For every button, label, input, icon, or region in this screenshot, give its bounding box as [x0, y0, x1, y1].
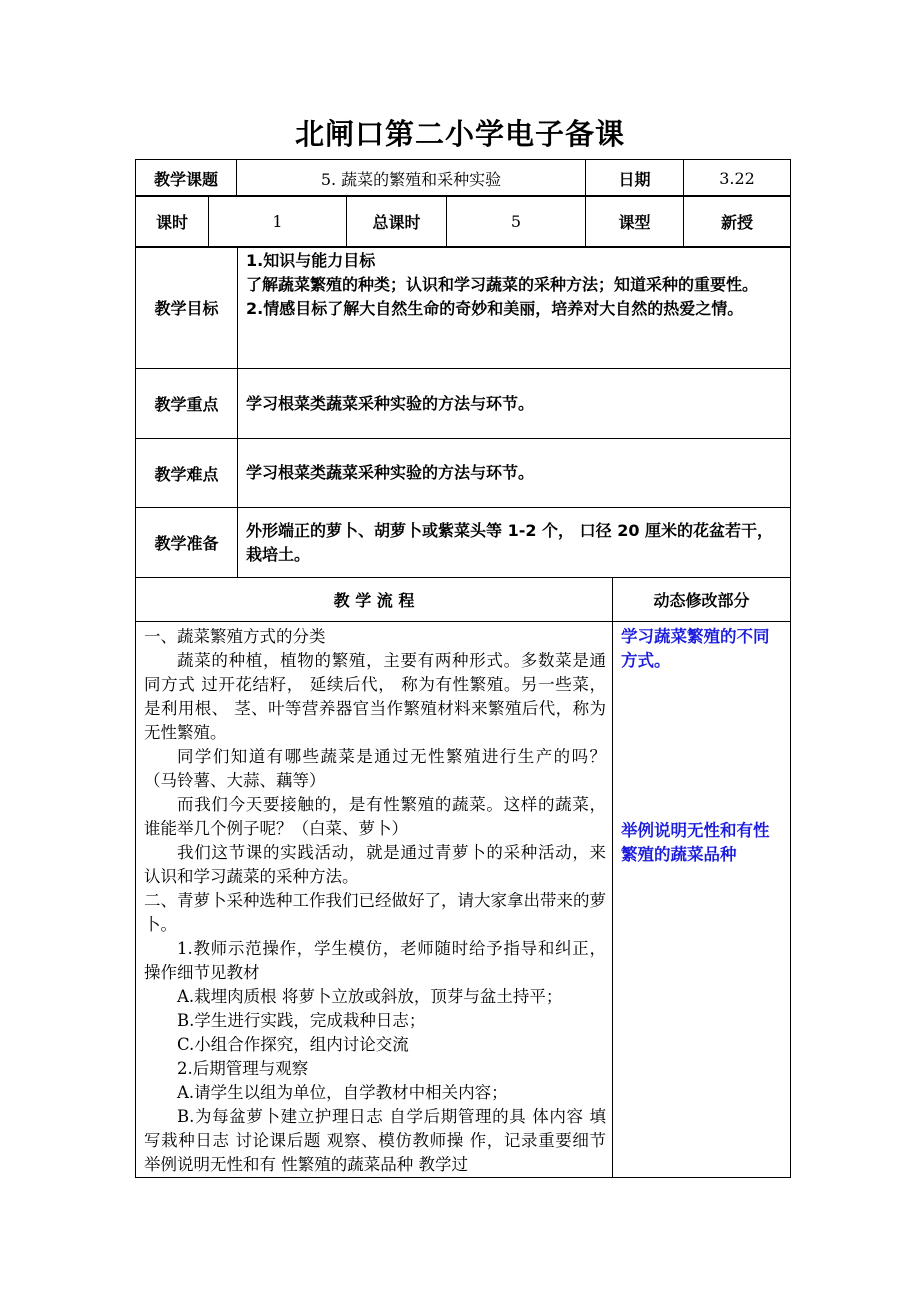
process-paragraph: A.栽埋肉质根 将萝卜立放或斜放，顶芽与盆土持平；	[177, 987, 563, 1006]
process-header: 教 学 流 程	[136, 578, 613, 622]
process-paragraph: 而我们今天要接触的，是有性繁殖的蔬菜。这样的蔬菜， 谁能举几个例子呢？（白菜、萝卜）	[144, 795, 606, 838]
process-content	[136, 622, 613, 1178]
process-paragraph: 1.教师示范操作，学生模仿，老师随时给予指导和纠正， 操作细节见教材	[144, 939, 606, 982]
lesson-header-table	[135, 159, 791, 197]
process-paragraph: 二、青萝卜采种选种工作我们已经做好了，请大家拿出带来的萝卜。	[144, 891, 606, 934]
difficulty-label: 教学难点	[136, 439, 238, 508]
lesson-period-table	[135, 195, 791, 248]
date-value: 3.22	[684, 160, 791, 197]
process-paragraph: B.为每盆萝卜建立护理日志 自学后期管理的具 体内容 填写栽种日志 讨论课后题 观察、模仿教师操 作，记录重要细节 举例说明无性和有 性繁殖的蔬菜品种 教学过	[144, 1107, 606, 1174]
page-title: 北闸口第二小学电子备课	[294, 117, 625, 151]
topic-value: 5. 蔬菜的繁殖和采种实验	[237, 160, 586, 197]
process-paragraph: 同学们知道有哪些蔬菜是通过无性繁殖进行生产的吗？ （马铃薯、大蒜、藕等）	[144, 747, 606, 790]
goals-line: 了解蔬菜繁殖的种类；认识和学习蔬菜的采种方法；知道采种的重要性。	[246, 275, 759, 294]
teaching-process-table	[135, 577, 791, 1178]
preparation-label: 教学准备	[136, 508, 238, 578]
lesson-type-value: 新授	[684, 196, 791, 248]
total-periods-label: 总课时	[347, 196, 447, 248]
key-point-text: 学习根菜类蔬菜采种实验的方法与环节。	[238, 369, 791, 439]
process-paragraph: 蔬菜的种植，植物的繁殖，主要有两种形式。多数菜是通 同方式 过开花结籽， 延续后代， 称为有性繁殖。另一些菜， 是利用根、 茎、叶等营养器官当作繁殖材料来繁殖后代，称为无性繁殖。	[144, 651, 606, 742]
period-label: 课时	[136, 196, 209, 248]
lesson-info-table	[135, 246, 791, 578]
goals-line: 2.情感目标了解大自然生命的奇妙和美丽，培养对大自然的热爱之情。	[246, 299, 744, 318]
note-item: 学习蔬菜繁殖的不同方式。	[621, 627, 770, 670]
process-paragraph: C.小组合作探究，组内讨论交流	[177, 1035, 409, 1054]
topic-label: 教学课题	[136, 160, 237, 197]
process-paragraph: 2.后期管理与观察	[177, 1059, 309, 1078]
goals-content	[238, 247, 791, 369]
date-label: 日期	[586, 160, 684, 197]
notes-content	[613, 622, 791, 1178]
lesson-type-label: 课型	[586, 196, 684, 248]
process-paragraph: 一、蔬菜繁殖方式的分类	[144, 627, 326, 646]
note-item: 举例说明无性和有性繁殖的蔬菜品种	[621, 821, 770, 864]
goals-label: 教学目标	[136, 247, 238, 369]
process-paragraph: A.请学生以组为单位，自学教材中相关内容；	[177, 1083, 508, 1102]
key-point-label: 教学重点	[136, 369, 238, 439]
goals-line: 1.知识与能力目标	[246, 251, 376, 270]
notes-header: 动态修改部分	[613, 578, 791, 622]
process-paragraph: B.学生进行实践，完成栽种日志；	[177, 1011, 426, 1030]
total-periods-value: 5	[447, 196, 586, 248]
preparation-text: 外形端正的萝卜、胡萝卜或紫菜头等 1-2 个， 口径 20 厘米的花盆若干，栽培土。	[238, 508, 791, 578]
process-paragraph: 我们这节课的实践活动，就是通过青萝卜的采种活动，来 认识和学习蔬菜的采种方法。	[144, 843, 606, 886]
difficulty-text: 学习根菜类蔬菜采种实验的方法与环节。	[238, 439, 791, 508]
period-value: 1	[209, 196, 347, 248]
